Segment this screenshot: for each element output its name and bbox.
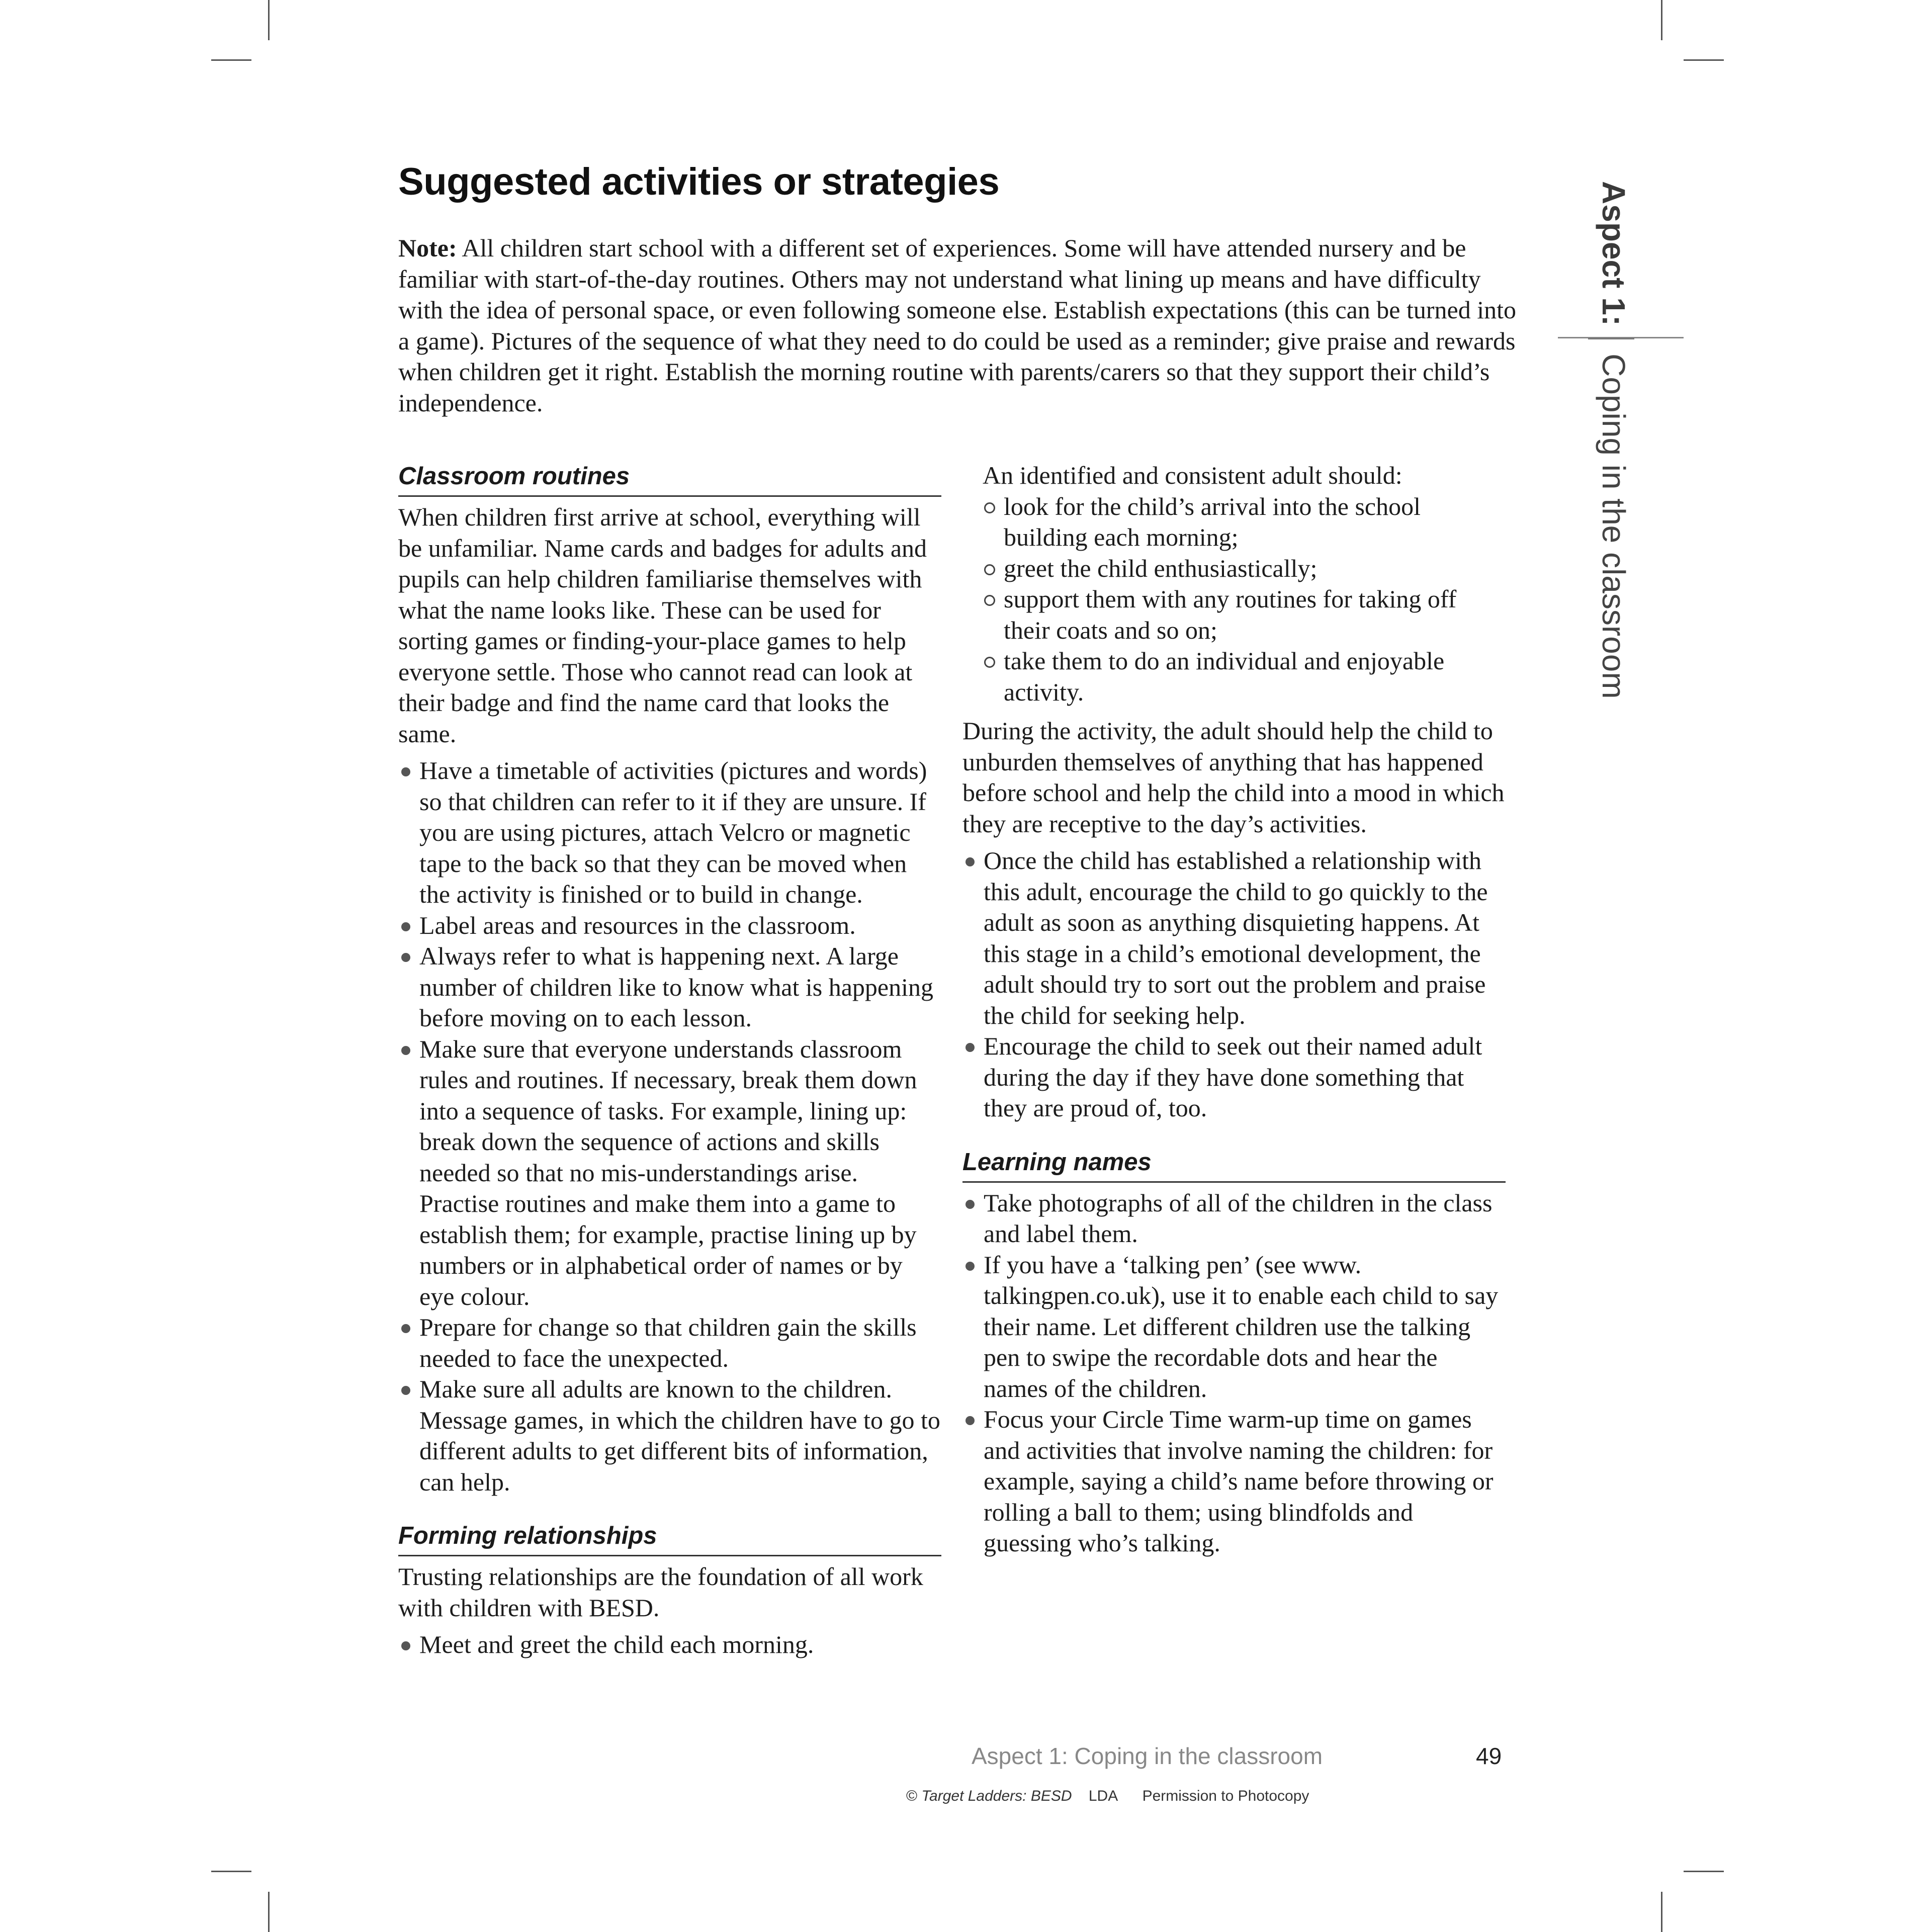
list-item: Meet and greet the child each morning.: [398, 1629, 941, 1660]
list-item: Label areas and resources in the classroom.: [398, 910, 941, 941]
page-title: Suggested activities or strategies: [398, 160, 1000, 203]
list-item: support them with any routines for taking off their coats and so on;: [983, 584, 1506, 646]
side-tab-topic: Coping in the classroom: [1596, 354, 1632, 699]
during-activity-paragraph: During the activity, the adult should help the child to unburden themselves of anything that has happened before school and help the child into a mood in which they are receptive to the day’s activities.: [962, 717, 1505, 838]
adult-intro: An identified and consistent adult should:: [983, 461, 1402, 489]
crop-mark: [1684, 59, 1724, 61]
note-paragraph: [398, 233, 1520, 418]
learning-names-list: [962, 1188, 1506, 1559]
copyright-symbol: ©: [906, 1788, 918, 1804]
crop-mark: [268, 1892, 270, 1932]
crop-mark: [1684, 1871, 1724, 1872]
classroom-routines-list: [398, 755, 941, 1498]
book-title: Target Ladders: BESD: [921, 1788, 1072, 1804]
forming-relationships-heading: Forming relationships: [398, 1520, 941, 1556]
publisher: LDA: [1088, 1788, 1117, 1804]
crop-mark: [1661, 0, 1662, 40]
side-tab: [1569, 181, 1634, 709]
adult-relationship-list: [962, 845, 1506, 1124]
classroom-routines-intro: When children first arrive at school, everything will be unfamiliar. Name cards and badges for adults and pupils can help children familiarise themselves with what the name looks like. These can be used for sorting games or finding-your-place games to help everyone settle. Those who cannot read can look at their badge and find the name card that looks the same.: [398, 503, 927, 748]
list-item: Make sure all adults are known to the children. Message games, in which the children have to go to different adults to get different bits of information, can help.: [398, 1374, 941, 1498]
note-label: Note:: [398, 234, 457, 262]
left-column: [398, 460, 941, 1660]
crop-mark: [211, 1871, 251, 1872]
right-column: [962, 460, 1506, 1559]
list-item: take them to do an individual and enjoyable activity.: [983, 646, 1506, 708]
page-number: 49: [1476, 1743, 1502, 1769]
list-item: look for the child’s arrival into the school building each morning;: [983, 491, 1506, 553]
copyright-line: [906, 1788, 1309, 1805]
permission-text: Permission to Photocopy: [1142, 1788, 1309, 1804]
list-item: If you have a ‘talking pen’ (see www. talkingpen.co.uk), use it to enable each child to say their name. Let different children use the talking pen to swipe the recordable dots and hear the names of the children.: [962, 1250, 1506, 1404]
note-text: All children start school with a different set of experiences. Some will have attended nursery and be familiar with start-of-the-day routines. Others may not understand what lining up means and have difficulty with the idea of personal space, or even following someone else. Establish expectations (this can be turned into a game). Pictures of the sequence of what they need to do could be used as a reminder; give praise and rewards when children get it right. Establish the morning routine with parents/carers so that they support their child’s independence.: [398, 234, 1516, 417]
learning-names-heading: Learning names: [962, 1146, 1506, 1183]
list-item: Have a timetable of activities (pictures and words) so that children can refer to it if they are unsure. If you are using pictures, attach Velcro or magnetic tape to the back so that they can be moved when the activity is finished or to build in change.: [398, 755, 941, 910]
crop-mark: [268, 0, 270, 40]
classroom-routines-heading: Classroom routines: [398, 460, 941, 497]
list-item: Encourage the child to seek out their named adult during the day if they have done something that they are proud of, too.: [962, 1031, 1506, 1124]
list-item: Always refer to what is happening next. A large number of children like to know what is happening before moving on to each lesson.: [398, 941, 941, 1034]
adult-duties-list: [962, 491, 1506, 708]
list-item: Once the child has established a relationship with this adult, encourage the child to go quickly to the adult as soon as anything disquieting happens. At this stage in a child’s emotional development, the adult should try to sort out the problem and praise the child for seeking help.: [962, 845, 1506, 1031]
list-item: Prepare for change so that children gain the skills needed to face the unexpected.: [398, 1312, 941, 1374]
forming-relationships-intro: Trusting relationships are the foundation of all work with children with BESD.: [398, 1562, 923, 1622]
list-item: Make sure that everyone understands classroom rules and routines. If necessary, break them down into a sequence of tasks. For example, lining up: break down the sequence of actions and skills needed so that no mis-understandings arise. Practise routines and make them into a game to establish them; for example, practise lining up by numbers or in alphabetical order of names or by eye colour.: [398, 1034, 941, 1312]
list-item: greet the child enthusiastically;: [983, 553, 1506, 584]
list-item: Focus your Circle Time warm-up time on games and activities that involve naming the children: for example, saying a child’s name before throwing or rolling a ball to them; using blindfolds and guessing who’s talking.: [962, 1404, 1506, 1559]
crop-mark: [1661, 1892, 1662, 1932]
side-tab-divider: [1588, 338, 1634, 339]
forming-relationships-list: [398, 1629, 941, 1660]
crop-mark: [211, 59, 251, 61]
footer-section-title: Aspect 1: Coping in the classroom: [972, 1743, 1323, 1769]
side-tab-aspect: Aspect 1:: [1596, 181, 1632, 326]
list-item: Take photographs of all of the children in the class and label them.: [962, 1188, 1506, 1250]
